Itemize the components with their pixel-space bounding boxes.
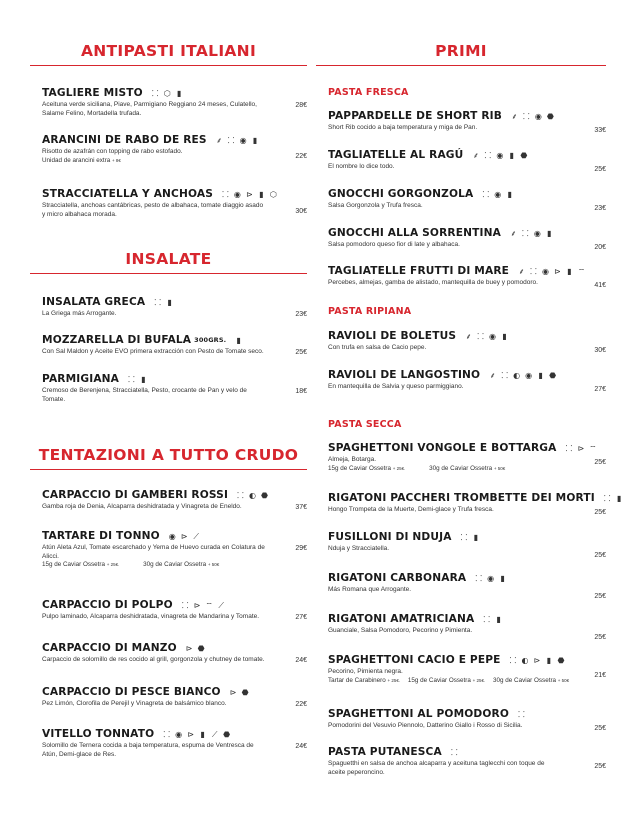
- mushroom-icon: ⬣: [223, 729, 231, 739]
- egg-icon: ◉: [525, 370, 533, 380]
- shrimp-icon: ◐: [513, 370, 521, 380]
- item-name: STRACCIATELLA Y ANCHOAS: [42, 188, 213, 200]
- item-name: CARPACCIO DI POLPO: [42, 599, 173, 611]
- section-title-primi: PRIMI: [316, 42, 606, 66]
- chili-icon: ⸬: [151, 88, 159, 98]
- milk-icon: ▮: [546, 655, 552, 665]
- item-price: 28€: [295, 102, 307, 109]
- fish-icon: ⊳: [229, 687, 237, 697]
- item-description: Risotto de azafrán con topping de rabo estofado.: [42, 148, 183, 155]
- item-name: TARTARE DI TONNO: [42, 530, 160, 542]
- item-extra: Tartar de Carabinero + 25€. 15g de Caviar Ossetra + 25€. 30g de Caviar Ossetra + 50€: [328, 676, 570, 684]
- chili-icon: ⸬: [522, 228, 529, 238]
- item-description: Salsa Gorgonzola y Trufa fresca.: [328, 202, 423, 209]
- subsection-title-secca: PASTA SECCA: [328, 419, 402, 430]
- leaf-icon: ⸙: [518, 266, 525, 276]
- item-price: 22€: [295, 153, 307, 160]
- mushroom-icon: ⬣: [557, 655, 565, 665]
- item-description: Salsa pomodoro queso fior di late y albahaca.: [328, 241, 460, 248]
- item-name: RIGATONI AMATRICIANA: [328, 613, 475, 625]
- milk-icon: ▮: [538, 370, 543, 380]
- item-description: Con trufa en salsa de Cacio pepe.: [328, 344, 427, 351]
- shell-icon: ⌔: [589, 443, 597, 453]
- fish-icon: ⊳: [187, 729, 195, 739]
- shrimp-icon: ◐: [248, 490, 257, 500]
- item-price: 23€: [295, 311, 307, 318]
- item-description: Almeja, Botarga.: [328, 456, 377, 463]
- chili-icon: ⸬: [530, 266, 537, 276]
- item-name: RAVIOLI DE BOLETUS: [328, 330, 457, 342]
- leaf-icon: ⸙: [465, 331, 472, 341]
- knife-icon: ⟋: [193, 531, 200, 541]
- mushroom-icon: ⬣: [260, 490, 269, 500]
- egg-icon: ◉: [239, 135, 247, 145]
- item-price: 30€: [594, 347, 606, 354]
- menu-item-gnocchi-sorrentina: [328, 227, 606, 250]
- item-description: Solomillo de Ternera cocida a baja temperatura, espuma de Ventresca de Atún, Demi-glace de Res.: [42, 742, 254, 758]
- item-name: RIGATONI PACCHERI TROMBETTE DEI MORTI: [328, 492, 595, 504]
- item-description: En mantequilla de Salvia y queso parmiggiano.: [328, 383, 464, 390]
- chili-icon: ⸬: [509, 655, 517, 665]
- mushroom-icon: ⬣: [546, 111, 555, 121]
- item-description: Aceituna verde siciliana, Piave, Parmigiano Reggiano 24 meses, Culatello, Salame Felino, Mortadella trufada.: [42, 101, 257, 117]
- chili-icon: ⸬: [518, 709, 525, 719]
- chili-icon: ⸬: [484, 150, 492, 160]
- item-description: El nombre lo dice todo.: [328, 163, 395, 170]
- leaf-icon: ⸙: [510, 228, 517, 238]
- item-name: SPAGHETTONI VONGOLE E BOTTARGA: [328, 442, 557, 454]
- mushroom-icon: ⬣: [241, 687, 249, 697]
- mushroom-icon: ⬣: [197, 643, 205, 653]
- shrimp-icon: ◐: [521, 655, 529, 665]
- item-price: 25€: [594, 763, 606, 770]
- egg-icon: ◉: [233, 189, 242, 199]
- egg-icon: ◉: [496, 150, 504, 160]
- menu-item-mozzarella: [42, 334, 307, 357]
- milk-icon: ▮: [617, 493, 622, 503]
- item-name: PAPPARDELLE DE SHORT RIB: [328, 110, 502, 122]
- item-name: CARPACCIO DI GAMBERI ROSSI: [42, 489, 229, 501]
- egg-icon: ◉: [494, 189, 502, 199]
- fish-icon: ⊳: [554, 266, 561, 276]
- item-name: SPAGHETTONI CACIO E PEPE: [328, 654, 501, 666]
- item-name: SPAGHETTONI AL POMODORO: [328, 708, 509, 720]
- item-name: TAGLIATELLE FRUTTI DI MARE: [328, 265, 510, 277]
- mushroom-icon: ⬣: [520, 150, 528, 160]
- item-price: 27€: [295, 614, 307, 621]
- item-extra: 15g de Caviar Ossetra + 25€. 30g de Caviar Ossetra + 50€: [42, 561, 220, 569]
- item-price: 25€: [594, 634, 606, 641]
- milk-icon: ▮: [167, 297, 172, 307]
- item-price: 25€: [594, 725, 606, 732]
- item-price: 29€: [295, 545, 307, 552]
- leaf-icon: ⸙: [216, 135, 223, 145]
- item-price: 25€: [295, 349, 307, 356]
- item-price: 25€: [594, 166, 606, 173]
- menu-item-fusilloni: [328, 531, 606, 559]
- fish-icon: ⊳: [577, 443, 585, 453]
- item-description: La Griega más Arrogante.: [42, 310, 117, 317]
- chili-icon: ⸬: [501, 370, 509, 380]
- item-price: 22€: [295, 701, 307, 708]
- menu-item-greca: [42, 296, 307, 319]
- menu-item-cacio-pepe: [328, 654, 606, 685]
- menu-item-putanesca: [328, 746, 606, 777]
- item-description: Short Rib cocido a baja temperatura y miga de Pan.: [328, 124, 478, 131]
- milk-icon: ▮: [547, 228, 552, 238]
- chili-icon: ⸬: [565, 443, 573, 453]
- item-price: 30€: [295, 208, 307, 215]
- egg-icon: ◉: [541, 266, 550, 276]
- item-price: 25€: [594, 459, 606, 466]
- item-price: 41€: [594, 282, 606, 289]
- chili-icon: ⸬: [222, 189, 229, 199]
- item-price: 37€: [295, 504, 307, 511]
- item-price: 20€: [594, 244, 606, 251]
- item-price: 33€: [594, 127, 606, 134]
- milk-icon: ▮: [200, 729, 206, 739]
- milk-icon: ▮: [502, 331, 507, 341]
- menu-item-vongole: [328, 442, 606, 473]
- section-title-insalate: INSALATE: [30, 250, 307, 274]
- item-price: 25€: [594, 552, 606, 559]
- item-name: TAGLIERE MISTO: [42, 87, 143, 99]
- milk-icon: ▮: [509, 150, 515, 160]
- menu-item-tagliatelle-frutti: [328, 265, 606, 288]
- fish-icon: ⊳: [185, 643, 193, 653]
- chili-icon: ⸬: [163, 729, 171, 739]
- milk-icon: ▮: [500, 573, 506, 583]
- menu-item-pomodoro: [328, 708, 606, 731]
- item-extra: Unidad de arancini extra + 8€: [42, 156, 121, 164]
- item-description: Hongo Trompeta de la Muerte, Demi-glace y Trufa fresca.: [328, 506, 494, 513]
- chili-icon: ⸬: [483, 614, 491, 624]
- item-description: Carpaccio de solomillo de res cocido al grill, gorgonzola y chutney de tomate.: [42, 656, 265, 663]
- menu-item-pesce-bianco: [42, 686, 307, 709]
- leaf-icon: ⸙: [489, 370, 496, 380]
- menu-item-ravioli-langostino: [328, 369, 606, 392]
- nut-icon: ⬡: [269, 189, 278, 199]
- menu-item-tagliere: [42, 87, 307, 118]
- section-title-antipasti: ANTIPASTI ITALIANI: [30, 42, 307, 66]
- menu-item-carpaccio-gamberi: [42, 489, 307, 512]
- item-name: RIGATONI CARBONARA: [328, 572, 467, 584]
- chili-icon: ⸬: [237, 490, 244, 500]
- egg-icon: ◉: [487, 573, 495, 583]
- fish-icon: ⊳: [246, 189, 253, 199]
- item-description: Percebes, almejas, gamba de alistado, mantequilla de buey y pomodoro.: [328, 279, 538, 286]
- menu-item-amatriciana: [328, 613, 606, 641]
- milk-icon: ▮: [507, 189, 513, 199]
- item-name: PARMIGIANA: [42, 373, 120, 385]
- item-price: 25€: [594, 509, 606, 516]
- egg-icon: ◉: [533, 228, 541, 238]
- item-description: Atún Aleta Azul, Tomate escarchado y Yema de Huevo curada en Colatura de Alicci.: [42, 544, 265, 560]
- item-description: Spaguetthi en salsa de anchoa alcaparra y aceituna taglecchi con toque de aceite peperoncino.: [328, 760, 545, 776]
- menu-item-vitello: [42, 728, 307, 759]
- item-description: Gamba roja de Denia, Alcaparra deshidratada y Vinagreta de Eneldo.: [42, 503, 242, 510]
- menu-item-carpaccio-polpo: [42, 599, 307, 622]
- item-description: Pez Limón, Clorofila de Perejil y Vinagreta de balsámico blanco.: [42, 700, 227, 707]
- egg-icon: ◉: [175, 729, 183, 739]
- item-description: Nduja y Stracciatella.: [328, 545, 390, 552]
- item-name: FUSILLONI DI NDUJA: [328, 531, 452, 543]
- milk-icon: ▮: [141, 374, 146, 384]
- chili-icon: ⸬: [477, 331, 484, 341]
- chili-icon: ⸬: [475, 573, 483, 583]
- knife-icon: ⟋: [218, 600, 225, 610]
- item-price: 23€: [594, 205, 606, 212]
- milk-icon: ▮: [252, 135, 258, 145]
- shell-icon: ⌔: [577, 266, 586, 276]
- item-name: CARPACCIO DI PESCE BIANCO: [42, 686, 221, 698]
- menu-item-stracciatella: [42, 188, 307, 219]
- item-price: 18€: [295, 388, 307, 395]
- item-name: MOZZARELLA DI BUFALA: [42, 334, 192, 346]
- item-name: PASTA PUTANESCA: [328, 746, 442, 758]
- item-description: Pecorino, Pimienta negra.: [328, 668, 403, 675]
- item-price: 24€: [295, 657, 307, 664]
- chili-icon: ⸬: [181, 600, 189, 610]
- leaf-icon: ⸙: [511, 111, 518, 121]
- item-name: VITELLO TONNATO: [42, 728, 155, 740]
- fish-icon: ⊳: [180, 531, 188, 541]
- milk-icon: ▮: [236, 335, 242, 345]
- chili-icon: ⸬: [154, 297, 162, 307]
- menu-item-ravioli-boletus: [328, 330, 606, 353]
- knife-icon: ⟋: [211, 729, 218, 739]
- subsection-title-ripiana: PASTA RIPIANA: [328, 306, 412, 317]
- item-name: RAVIOLI DE LANGOSTINO: [328, 369, 481, 381]
- milk-icon: ▮: [567, 266, 572, 276]
- menu-item-parmigiana: [42, 373, 307, 404]
- nut-icon: ⬡: [163, 88, 171, 98]
- item-description: Guanciale, Salsa Pomodoro, Pecorino y Pimienta.: [328, 627, 473, 634]
- menu-item-carpaccio-manzo: [42, 642, 307, 665]
- item-price: 21€: [594, 672, 606, 679]
- menu-item-tagliatelle-ragu: [328, 149, 606, 172]
- chili-icon: ⸬: [523, 111, 530, 121]
- fish-icon: ⊳: [533, 655, 541, 665]
- item-name: CARPACCIO DI MANZO: [42, 642, 177, 654]
- item-price: 24€: [295, 743, 307, 750]
- item-extra: 15g de Caviar Ossetra + 25€. 30g de Caviar Ossetra + 50€: [328, 464, 506, 472]
- shell-icon: ⌔: [205, 600, 214, 610]
- menu-item-carbonara: [328, 572, 606, 600]
- leaf-icon: ⸙: [472, 150, 479, 160]
- item-description: Stracciatella, anchoas cantábricas, pesto de albahaca, tomate diaggio asado y micro albahaca morada.: [42, 202, 264, 218]
- chili-icon: ⸬: [227, 135, 235, 145]
- item-description: Más Romana que Arrogante.: [328, 586, 412, 593]
- item-description: Pulpo laminado, Alcaparra deshidratada, vinagreta de Mandarina y Tomate.: [42, 613, 260, 620]
- item-description: Cremoso de Berenjena, Stracciatella, Pesto, crocante de Pan y velo de Tomate.: [42, 387, 247, 403]
- menu-item-pappardelle: [328, 110, 606, 133]
- menu-item-arancini: [42, 134, 307, 165]
- menu-item-tartare: [42, 530, 307, 570]
- menu-item-paccheri: [328, 492, 622, 516]
- menu-item-gnocchi-gorgonzola: [328, 188, 606, 211]
- item-name: TAGLIATELLE AL RAGÚ: [328, 149, 464, 161]
- fish-icon: ⊳: [193, 600, 201, 610]
- section-title-crudo: TENTAZIONI A TUTTO CRUDO: [30, 446, 307, 470]
- milk-icon: ▮: [259, 189, 264, 199]
- egg-icon: ◉: [168, 531, 176, 541]
- mushroom-icon: ⬣: [549, 370, 557, 380]
- milk-icon: ▮: [176, 88, 182, 98]
- subsection-title-fresca: PASTA FRESCA: [328, 87, 409, 98]
- milk-icon: ▮: [496, 614, 502, 624]
- milk-icon: ▮: [473, 532, 479, 542]
- item-price: 27€: [594, 386, 606, 393]
- chili-icon: ⸬: [128, 374, 135, 384]
- chili-icon: ⸬: [450, 747, 458, 757]
- item-name: ARANCINI DE RABO DE RES: [42, 134, 207, 146]
- chili-icon: ⸬: [482, 189, 490, 199]
- item-price: 25€: [594, 593, 606, 600]
- item-name: GNOCCHI GORGONZOLA: [328, 188, 474, 200]
- chili-icon: ⸬: [460, 532, 468, 542]
- item-name: GNOCCHI ALLA SORRENTINA: [328, 227, 501, 239]
- chili-icon: ⸬: [603, 493, 611, 503]
- item-description: Con Sal Maldon y Aceite EVO primera extracción con Pesto de Tomate seco.: [42, 348, 264, 355]
- item-description: Pomodorini del Vesuvio Piennolo, Datterino Giallo i Rosso di Sicilia.: [328, 722, 523, 729]
- item-name: INSALATA GRECA: [42, 296, 146, 308]
- egg-icon: ◉: [534, 111, 543, 121]
- egg-icon: ◉: [489, 331, 497, 341]
- item-weight: 300GRS.: [194, 336, 227, 344]
